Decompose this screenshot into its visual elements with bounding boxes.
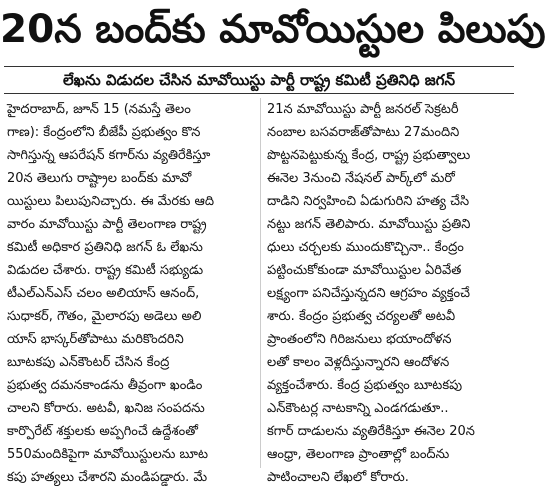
article-line: విడుదల చేశారు. రాష్ట్ర కమిటీ సభ్యుడు [7,263,204,278]
column-divider [260,98,261,468]
article-line: దాడిని నిర్వహించి ఏడుగురిని హత్య చేసి [267,194,470,209]
article-line: ఎన్‌కౌంటర్ల నాటకాన్ని ఎండగడుతూ.. [267,401,449,416]
article-line: లక్ష్యంగా పనిచేస్తున్నదని ఆగ్రహం వ్యక్తంచే [267,286,471,301]
article-line: పట్టించుకోకుండా మావోయిస్టుల ఏరివేత [267,263,462,278]
subheadline-bar [0,66,518,94]
article-line: ఈనెల 3నుంచి నేషనల్‌ పార్క్‌లో మరో [267,171,455,186]
article-line: 550మందికిపైగా మావోయిస్టులను బూట [7,447,208,462]
article-line: కగార్‌ దాడులను వ్యతిరేకిస్తూ ఈనెల 20న [267,424,475,439]
subheadline: లేఖను విడుదల చేసిన మావోయిస్టు పార్టీ రాష్ట్ర కమిటీ ప్రతినిధి జగన్ [62,71,456,89]
article-line: ఆంధ్రా, తెలంగాణ ప్రాంతాల్లో బంద్‌ను [267,447,450,462]
article-line: వ్యక్తంచేశారు. కేంద్ర ప్రభుత్వం బూటకపు [267,378,463,393]
article-column-right [267,98,512,485]
article-line: టీఎల్‌ఎన్‌ఎస్‌ చలం అలియాస్‌ ఆనంద్‌, [7,286,200,301]
article-line: 21న మావోయిస్టు పార్టీ జనరల్‌ సెక్రటరీ [267,102,459,117]
article-line: గాణ): కేంద్రంలోని బీజేపీ ప్రభుత్వం కొన [7,125,201,140]
article-line: యిస్టులు పిలుపునిచ్చారు. ఈ మేరకు ఆది [7,194,215,209]
article-line: సాగిస్తున్న ఆపరేషన్‌ కగార్‌ను వ్యతిరేకిస్తూ [7,148,211,163]
article-line: సుధాకర్‌, గౌతం, మైలారపు అడెలు అలి [7,309,202,324]
article-line: పొట్టనపెట్టుకున్న కేంద్ర, రాష్ట్ర ప్రభుత్వాలు [267,148,471,163]
subheadline-rule-bottom [4,93,514,94]
article-line: నంబాల బసవరాజ్‌తోపాటు 27మందిని [267,125,460,140]
article-line: ప్రాంతంలోని గిరిజనులు భయాందోళన [267,332,452,347]
article-line: లతో కాలం వెళ్లదీస్తున్నారని ఆందోళన [267,355,450,370]
article-line: ధులు చర్చలకు ముందుకొచ్చినా.. కేంద్రం [267,240,464,255]
article-line: చాలని కోరారు. అటవీ, ఖనిజ సంపదను [7,401,205,416]
article-line: పాటించాలని లేఖలో కోరారు. [267,470,409,485]
article-line: నట్టు జగన్‌ తెలిపారు. మావోయిస్టు ప్రతిని [267,217,471,232]
article-line: హైదరాబాద్‌, జూన్‌ 15 (నమస్తే తెలం [7,102,191,117]
article-line: బూటకపు ఎన్‌కౌంటర్‌ చేసిన కేంద్ర [7,355,170,370]
article-line: యాస్‌ భాస్కర్‌తోపాటు మరికొందరిని [7,332,184,347]
article-line: కపు హత్యలు చేశారని మండిపడ్డారు. మే [7,470,208,485]
article-line: కమిటీ అధికార ప్రతినిధి జగన్‌ ఓ లేఖను [7,240,203,255]
subheadline-rule-top [4,66,514,67]
article-line: శారు. కేంద్రం ప్రభుత్వ చర్యలతో అటవీ [267,309,456,324]
article-line: ప్రభుత్వ దమనకాండను తీవ్రంగా ఖండిం [7,378,203,393]
headline: 20న బంద్‌కు మావోయిస్టుల పిలుపు [0,7,546,52]
article-line: 20న తెలుగు రాష్ట్రాల బంద్‌కు మావో [7,171,192,186]
article-column-left [7,98,256,485]
article-line: కార్పొరేట్‌ శక్తులకు అప్పగించే ఉద్దేశంతో [7,424,198,439]
article-line: వారం మావోయిస్టు పార్టీ తెలంగాణ రాష్ట్ర [7,217,207,232]
